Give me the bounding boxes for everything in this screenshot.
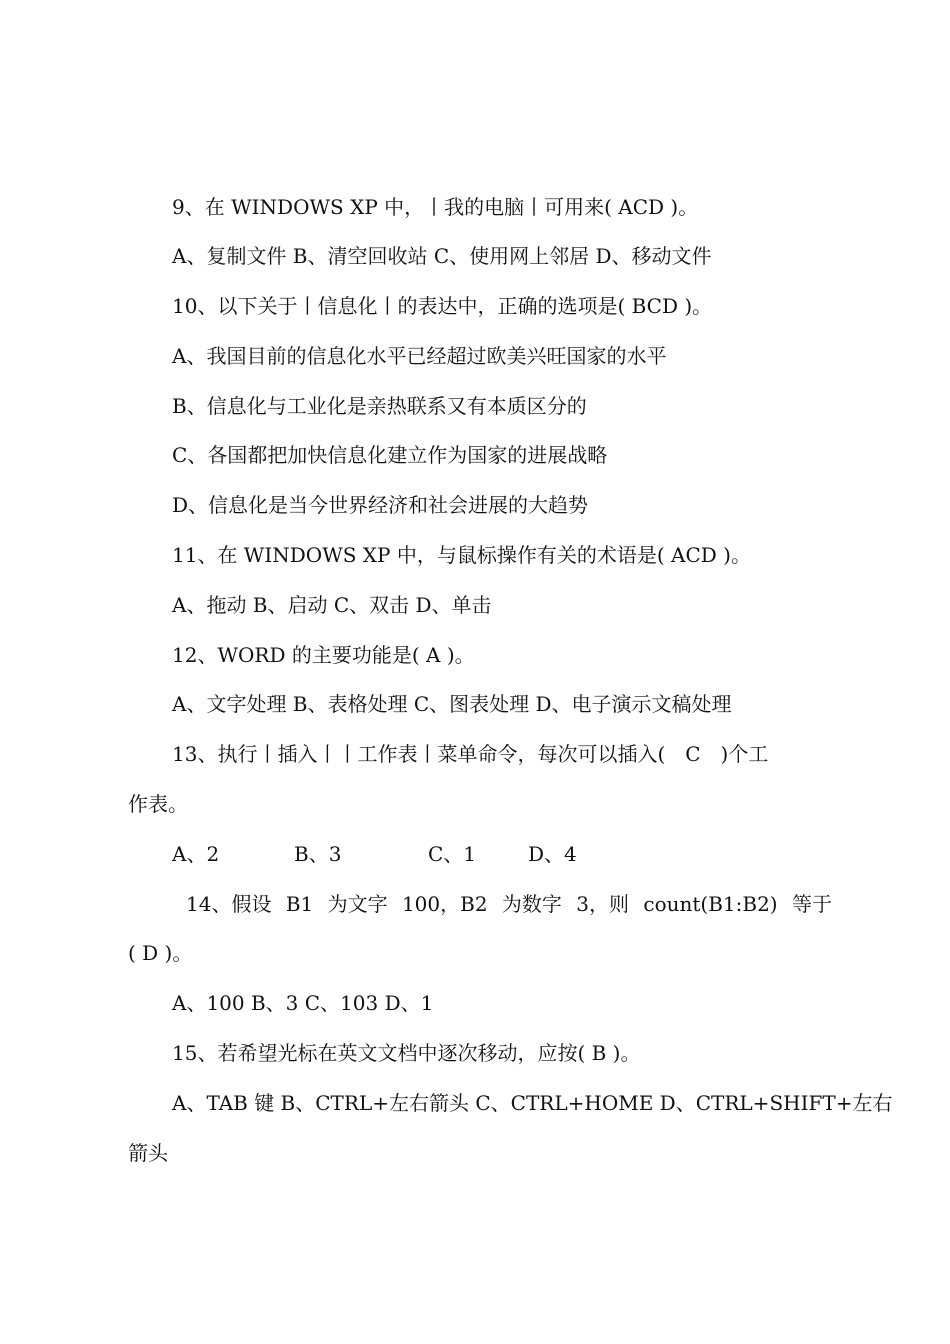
q13-question-line1: 13、执行丨插入丨丨工作表丨菜单命令，每次可以插入( C )个工 [172,742,769,766]
q14-part: 为数字 [501,892,562,916]
q14-part: 等于 [791,892,832,916]
q15-options-text: TAB 键 B、CTRL+左右箭头 C、CTRL+HOME D、CTRL+SHIFT+左右 [206,1091,893,1115]
q10-question: 10、以下关于丨信息化丨的表达中，正确的选项是( BCD )。 [172,294,713,318]
q9-options: A、复制文件 B、清空回收站 C、使用网上邻居 D、移动文件 [172,244,712,268]
q11-question: 11、在 WINDOWS XP 中，与鼠标操作有关的术语是( ACD )。 [172,543,751,567]
q10-option-b: B、信息化与工业化是亲热联系又有本质区分的 [172,394,587,418]
q13-option-b: B、3 [294,842,342,866]
q14-part: 为文字 [327,892,388,916]
q13-option-c: C、1 [428,842,477,866]
q13-option-a: A、2 [172,842,220,866]
q13-question-line2: 作表。 [128,792,188,816]
q14-part: count(B1:B2) [643,892,778,916]
q13-option-d: D、4 [528,842,577,866]
q15-options-line1 [172,1089,893,1117]
q10-option-a: A、我国目前的信息化水平已经超过欧美兴旺国家的水平 [172,344,667,368]
q10-option-c: C、各国都把加快信息化建立作为国家的进展战略 [172,443,608,467]
q14-part: 100，B2 [401,892,488,916]
q14-part: 3，则 [576,892,630,916]
q15-option-prefix: A、 [172,1091,207,1115]
q14-part: 14、假设 [186,892,272,916]
q10-option-d: D、信息化是当今世界经济和社会进展的大趋势 [172,493,589,517]
q12-options: A、文字处理 B、表格处理 C、图表处理 D、电子演示文稿处理 [172,692,732,716]
q13-options [172,840,577,868]
q14-question-line1 [186,890,832,918]
q14-question-line2: ( D )。 [128,941,193,965]
q11-options: A、拖动 B、启动 C、双击 D、单击 [172,593,492,617]
q9-question: 9、在 WINDOWS XP 中，丨我的电脑丨可用来( ACD )。 [172,195,699,219]
q12-question: 12、WORD 的主要功能是( A )。 [172,643,475,667]
q15-options-line2: 箭头 [128,1141,168,1165]
q14-options: A、100 B、3 C、103 D、1 [172,991,434,1015]
q15-question: 15、若希望光标在英文文档中逐次移动，应按( B )。 [172,1041,641,1065]
q14-part: B1 [285,892,314,916]
